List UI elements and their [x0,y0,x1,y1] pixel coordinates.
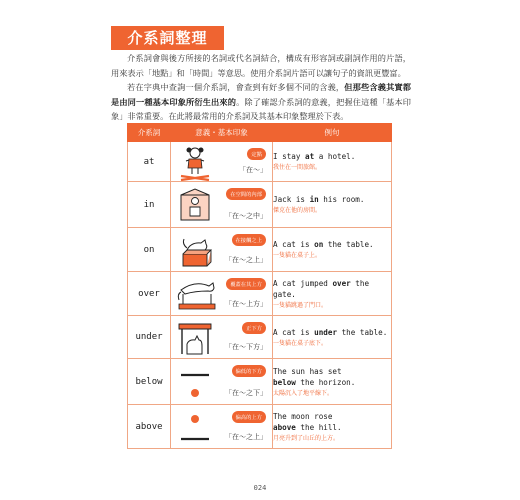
meaning-cell [171,272,273,316]
table-row [128,228,392,272]
preposition-highlight: over [332,278,351,288]
example-translation: 月亮升到了山丘的上方。 [273,434,340,442]
example-sentence [273,239,391,250]
example-text: the hill. [295,422,342,432]
example-cell [273,142,392,182]
column-header: 意義・基本印象 [171,124,273,142]
girl-on-point-icon [175,146,215,186]
meaning-cell [171,182,273,228]
intro-paragraph-2 [111,80,411,124]
meaning-text: 「在～」 [239,166,267,174]
preposition-highlight: under [314,327,338,337]
example-sentence [273,151,391,162]
sun-above-line-icon [175,409,215,451]
example-text: the gate. [273,278,370,299]
example-translation: 太陽沉入了地平線下。 [273,389,334,397]
preposition-highlight: on [314,240,324,249]
preposition-highlight: below [273,377,296,387]
preposition-cell: below [128,359,171,405]
preposition-cell: above [128,405,171,449]
meaning-badge: 在空間的內部 [226,188,266,200]
meaning-badge: 覆蓋在其上方 [226,278,266,290]
meaning-cell [171,405,273,449]
table-row [128,182,392,228]
table-row [128,405,392,449]
intro-text: 。除了確認介系詞的意義，把握住這種「基本印象」非常重要。在此將最常用的介系詞及其基本印象整理於下表。 [111,96,411,121]
page-title: 介系詞整理 [111,26,224,50]
example-cell [273,316,392,359]
preposition-cell: in [128,182,171,228]
preposition-cell: at [128,142,171,182]
example-translation: 一隻貓在桌子底下。 [273,339,328,347]
meaning-text: 「在～之上」 [225,433,267,441]
meaning-badge: 定點 [247,148,266,160]
meaning-text: 「在～之中」 [225,212,267,220]
meaning-cell [171,359,273,405]
meaning-badge: 偏低的下方 [232,365,267,377]
meaning-cell [171,228,273,272]
example-cell [273,272,392,316]
table-row [128,142,392,182]
example-text: I stay [273,152,306,161]
example-sentence [273,411,391,433]
meaning-text: 「在～下方」 [225,343,267,351]
example-text: The moon rose [273,411,333,421]
intro-emphasis: 但那些含義其實都是由同一種基本印象所衍生出來的 [111,82,411,107]
example-text: A cat is [273,240,315,249]
meaning-cell [171,316,273,359]
example-cell [273,405,392,449]
example-text: the horizon. [295,377,356,387]
table-row [128,316,392,359]
example-text: the table. [337,327,388,337]
preposition-highlight: above [273,422,296,432]
column-header: 介系詞 [128,124,171,142]
meaning-text: 「在～之上」 [225,256,267,264]
meaning-cell [171,142,273,182]
example-text: A cat jumped [273,278,333,288]
table-row [128,272,392,316]
example-text: The sun has set [273,366,342,376]
table-header-row [128,124,392,142]
meaning-text: 「在～上方」 [225,300,267,308]
preposition-cell: under [128,316,171,359]
preposition-table [127,123,392,449]
example-translation: 我住在一間旅館。 [273,164,322,171]
example-translation: 一隻貓在桌子上。 [273,252,322,259]
preposition-highlight: at [305,152,315,161]
sun-below-line-icon [175,363,215,405]
example-sentence [273,366,391,388]
cat-jumping-over-icon [175,276,219,314]
example-cell [273,182,392,228]
example-cell [273,359,392,405]
preposition-cell: on [128,228,171,272]
meaning-text: 「在～之下」 [225,389,267,397]
table-row [128,359,392,405]
example-translation: 傑克在他的房間。 [273,207,322,214]
example-sentence [273,278,391,300]
meaning-badge: 在接觸之上 [232,234,267,246]
meaning-badge: 偏高的上方 [232,411,267,423]
example-sentence [273,327,391,338]
cat-under-table-icon [175,320,215,360]
intro-text: 若在字典中查詢一個介系詞，會查到有好多個不同的含義， [127,82,345,92]
column-header: 例句 [273,124,392,142]
intro-paragraph-1: 介系詞會與後方所接的名詞或代名詞結合，構成有形容詞或副詞作用的片語，用來表示「地點」和「時間」等意思。使用介系詞片語可以讓句子的資訊更豐富。 [111,53,411,78]
person-in-box-icon [175,186,215,228]
example-translation: 一隻貓跳過了門口。 [273,301,328,309]
example-text: a hotel. [314,152,356,161]
example-text: A cat is [273,327,315,337]
example-cell [273,228,392,272]
example-text: the table. [323,240,374,249]
page-number: 024 [253,484,267,492]
preposition-highlight: in [309,195,319,204]
example-text: Jack is [273,195,310,204]
example-text: his room. [318,195,365,204]
meaning-badge: 正下方 [242,322,266,334]
cat-on-box-icon [175,232,215,272]
example-sentence [273,194,391,205]
preposition-cell: over [128,272,171,316]
